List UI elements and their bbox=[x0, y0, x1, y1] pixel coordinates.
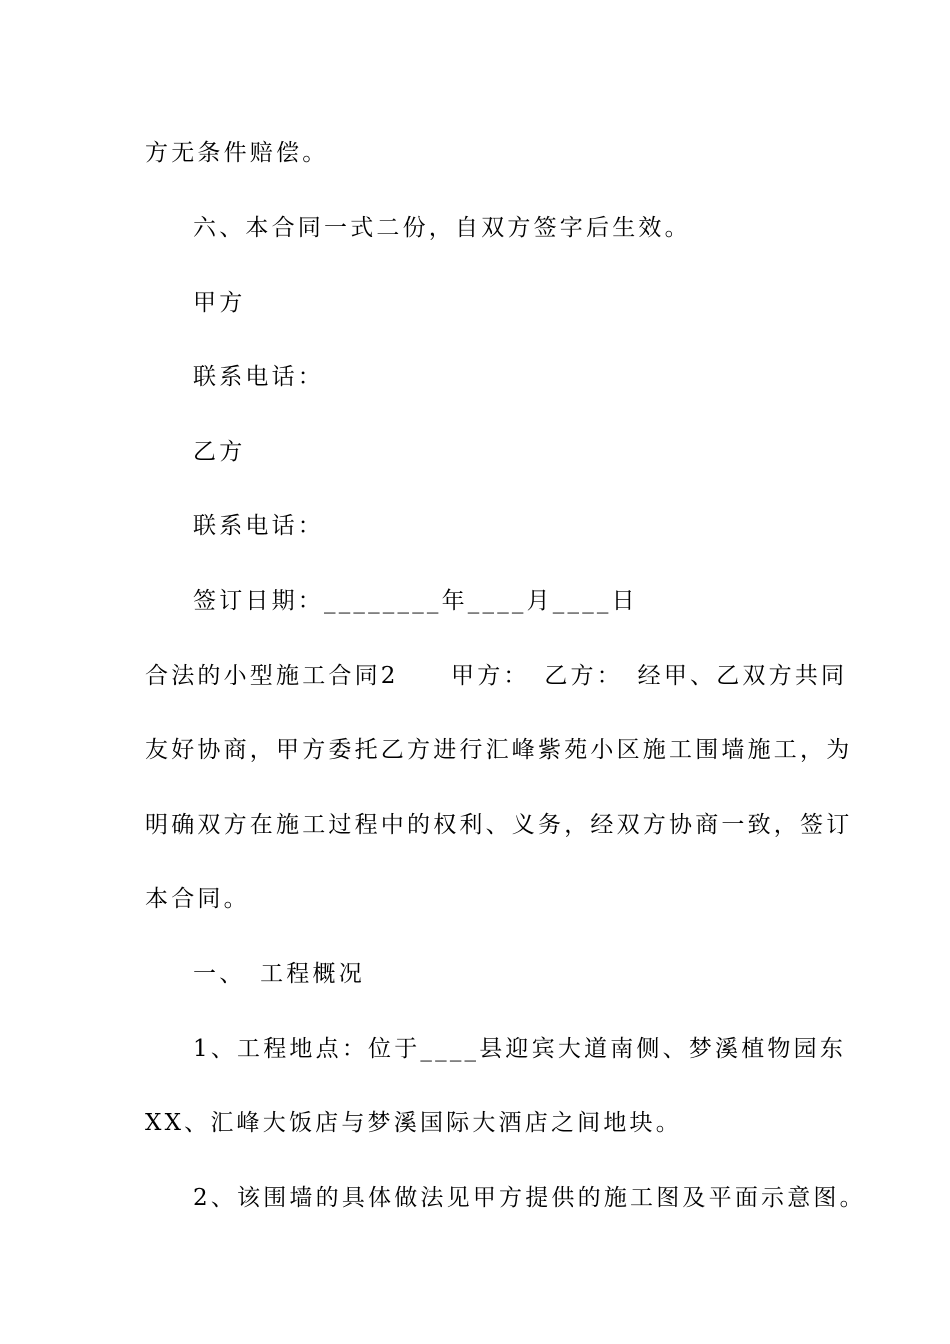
party-b-label: 乙方 bbox=[193, 439, 246, 465]
contract-title-line: 合法的小型施工合同2 甲方： 乙方： 经甲、乙双方共同 bbox=[145, 663, 848, 689]
contact-phone-label: 联系电话： bbox=[193, 364, 324, 390]
signing-date-line: 签订日期：________年____月____日 bbox=[193, 588, 638, 614]
contact-phone-label: 联系电话： bbox=[193, 513, 324, 539]
text-line: 明确双方在施工过程中的权利、义务，经双方协商一致，签订 bbox=[145, 812, 853, 838]
party-a-label: 甲方 bbox=[193, 290, 246, 316]
text-line: 方无条件赔偿。 bbox=[145, 140, 329, 166]
text-line: XX、汇峰大饭店与梦溪国际大酒店之间地块。 bbox=[145, 1110, 682, 1136]
text-line: 本合同。 bbox=[145, 886, 250, 912]
text-line: 六、本合同一式二份，自双方签字后生效。 bbox=[193, 215, 691, 241]
section-heading: 一、 工程概况 bbox=[193, 961, 365, 987]
text-line: 2、该围墙的具体做法见甲方提供的施工图及平面示意图。 bbox=[193, 1185, 866, 1211]
text-line: 友好协商，甲方委托乙方进行汇峰紫苑小区施工围墙施工，为 bbox=[145, 737, 853, 763]
text-line: 1、工程地点：位于____县迎宾大道南侧、梦溪植物园东 bbox=[193, 1036, 847, 1062]
